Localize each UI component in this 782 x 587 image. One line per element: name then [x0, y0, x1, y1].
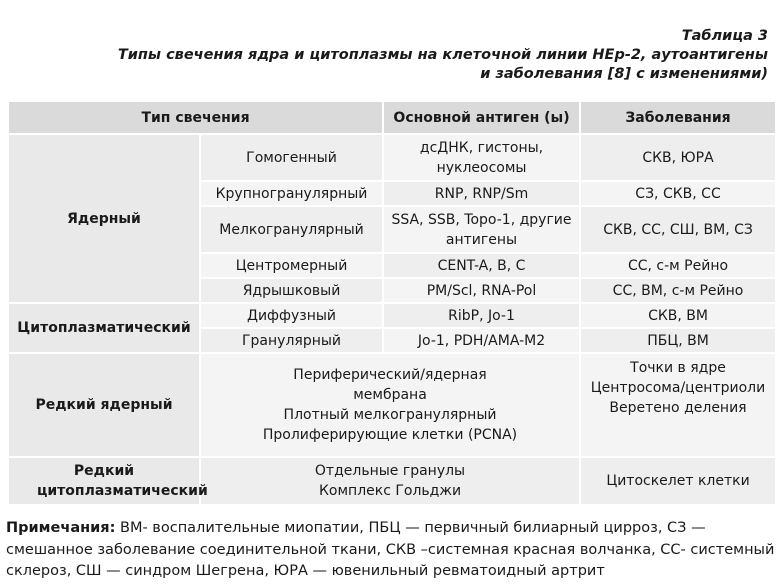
disease-cell: ПБЦ, ВМ [580, 328, 776, 353]
header-disease: Заболевания [580, 101, 776, 134]
group-nuclear: Ядерный [8, 134, 200, 303]
rare-pattern-line: Комплекс Гольджи [318, 483, 462, 499]
pattern-cell: Ядрышковый [200, 278, 383, 303]
antigen-cell: RibP, Jo-1 [383, 303, 580, 328]
table-row [8, 457, 776, 505]
pattern-cell: Гранулярный [200, 328, 383, 353]
pattern-cell: Диффузный [200, 303, 383, 328]
rare-pattern-line: Веретено деления [609, 400, 747, 416]
disease-cell: СКВ, СС, СШ, ВМ, СЗ [580, 206, 776, 253]
group-rare-cytoplasmic: Редкий цитоплазматический [8, 457, 200, 505]
pattern-cell: Крупногранулярный [200, 181, 383, 206]
rare-cytoplasmic-patterns [200, 457, 580, 505]
group-cytoplasmic: Цитоплазматический [8, 303, 200, 353]
pattern-cell: Центромерный [200, 253, 383, 278]
notes-text: ВМ- воспалительные миопатии, ПБЦ — первичный билиарный цирроз, СЗ — смешанное заболевание соединительной ткани, СКВ –системная красная волчанка, СС- системный склероз, СШ — синдром Шегрена, ЮРА — ювенильный ревматоидный артрит [6, 520, 775, 579]
rare-pattern-line: Отдельные гранулы [314, 463, 466, 479]
disease-cell: СКВ, ВМ [580, 303, 776, 328]
pattern-cell: Гомогенный [200, 134, 383, 181]
table-caption-label: Таблица 3 [681, 28, 768, 44]
antigen-cell: дсДНК, гистоны, нуклеосомы [383, 134, 580, 181]
table-caption-title-line2: и заболевания [8] с изменениями) [480, 66, 768, 82]
antigen-cell: RNP, RNP/Sm [383, 181, 580, 206]
rare-pattern-line: Пролиферирующие клетки (PCNA) [262, 427, 518, 443]
disease-cell: СЗ, СКВ, СС [580, 181, 776, 206]
antigen-cell: PM/Scl, RNA-Pol [383, 278, 580, 303]
antibody-pattern-table [7, 100, 777, 506]
antigen-cell: CENT-A, B, C [383, 253, 580, 278]
table-header-row [8, 101, 776, 134]
rare-cytoplasmic-pattern-right: Цитоскелет клетки [580, 457, 776, 505]
header-antigen: Основной антиген (ы) [383, 101, 580, 134]
rare-nuclear-patterns [200, 353, 580, 457]
notes-label: Примечания: [6, 520, 116, 536]
disease-cell: СС, ВМ, с-м Рейно [580, 278, 776, 303]
table-row [8, 134, 776, 181]
table-row [8, 353, 776, 457]
disease-cell: СКВ, ЮРА [580, 134, 776, 181]
rare-pattern-line: Точки в ядре [630, 360, 726, 376]
table-row [8, 303, 776, 328]
antigen-cell: SSA, SSB, Topo-1, другие антигены [383, 206, 580, 253]
rare-nuclear-patterns-right [580, 353, 776, 457]
table-notes [6, 518, 776, 583]
rare-pattern-line: Периферический/ядерная мембрана [293, 367, 487, 403]
pattern-cell: Мелкогранулярный [200, 206, 383, 253]
rare-pattern-line: Центросома/центриоли [590, 380, 766, 396]
rare-pattern-line: Плотный мелкогранулярный [283, 407, 497, 423]
group-rare-nuclear: Редкий ядерный [8, 353, 200, 457]
table-caption-title-line1: Типы свечения ядра и цитоплазмы на клеточной линии HEp-2, аутоантигены [117, 47, 768, 63]
header-pattern: Тип свечения [8, 101, 383, 134]
antigen-cell: Jo-1, PDH/AMA-M2 [383, 328, 580, 353]
disease-cell: СС, с-м Рейно [580, 253, 776, 278]
